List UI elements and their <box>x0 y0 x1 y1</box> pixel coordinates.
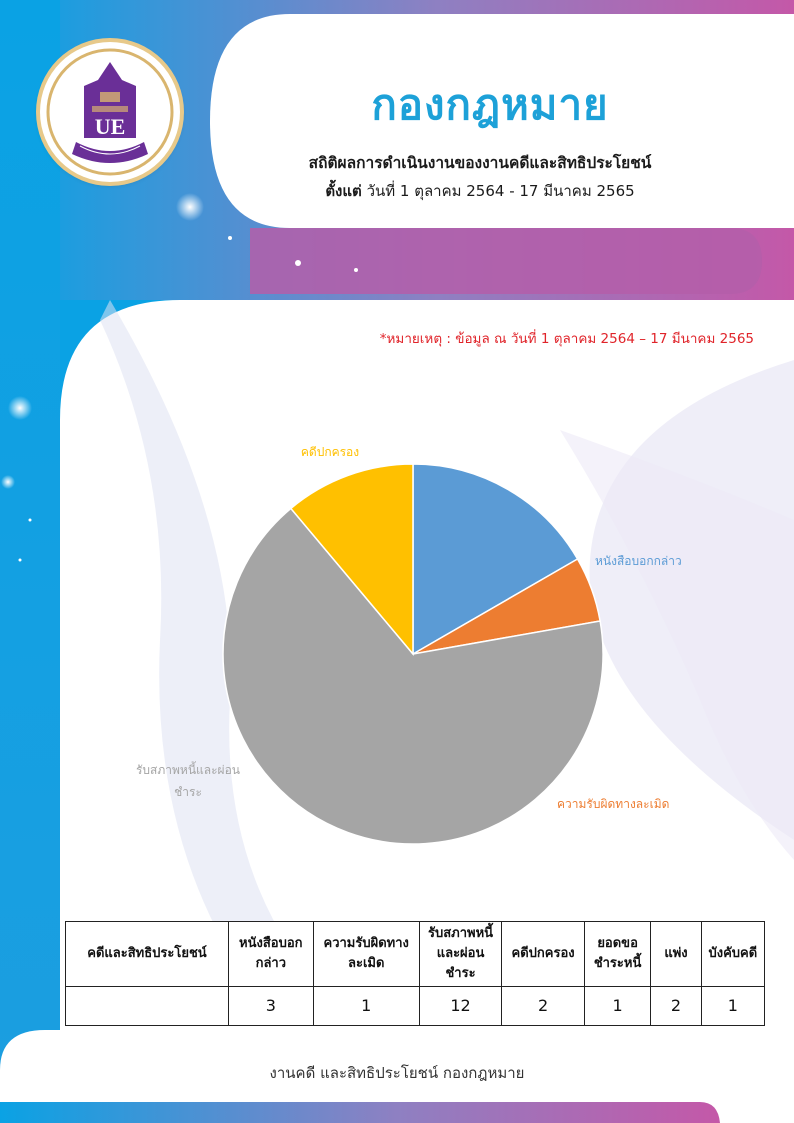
table-header-row <box>66 922 765 987</box>
table-cell: 2 <box>502 987 585 1026</box>
table-cell: 12 <box>419 987 502 1026</box>
data-note: *หมายเหตุ : ข้อมูล ณ วันที่ 1 ตุลาคม 2564 – 17 มีนาคม 2565 <box>379 331 754 347</box>
table-row-header: คดีและสิทธิประโยชน์ <box>66 922 229 987</box>
table-cell: 3 <box>228 987 313 1026</box>
table-col-header: หนังสือบอกกล่าว <box>228 922 313 987</box>
period-prefix: ตั้งแต่ <box>325 182 362 200</box>
report-subtitle: สถิติผลการดำเนินงานของงานคดีและสิทธิประโยชน์ <box>308 154 652 172</box>
table-cell: 1 <box>701 987 764 1026</box>
table-col-header: คดีปกครอง <box>502 922 585 987</box>
pie-slice-label: หนังสือบอกกล่าว <box>595 554 682 568</box>
table-row <box>66 987 765 1026</box>
table-col-header: บังคับคดี <box>701 922 764 987</box>
page-title: กองกฎหมาย <box>371 80 609 129</box>
table-cell: 1 <box>313 987 419 1026</box>
table-col-header: แพ่ง <box>651 922 701 987</box>
table-col-header: ยอดขอชำระหนี้ <box>584 922 650 987</box>
statistics-table <box>65 921 765 1026</box>
period-range: วันที่ 1 ตุลาคม 2564 - 17 มีนาคม 2565 <box>366 182 635 200</box>
pie-slice-label: คดีปกครอง <box>300 445 360 459</box>
pie-slice-label: รับสภาพหนี้และผ่อนชำระ <box>135 763 241 799</box>
svg-text:UE: UE <box>94 114 126 139</box>
table-cell: 2 <box>651 987 701 1026</box>
footer-text: งานคดี และสิทธิประโยชน์ กองกฎหมาย <box>269 1064 525 1082</box>
table-cell-empty <box>66 987 229 1026</box>
table-cell: 1 <box>584 987 650 1026</box>
table-col-header: รับสภาพหนี้และผ่อนชำระ <box>419 922 502 987</box>
pie-slice-label: ความรับผิดทางละเมิด <box>557 797 670 811</box>
table-col-header: ความรับผิดทางละเมิด <box>313 922 419 987</box>
